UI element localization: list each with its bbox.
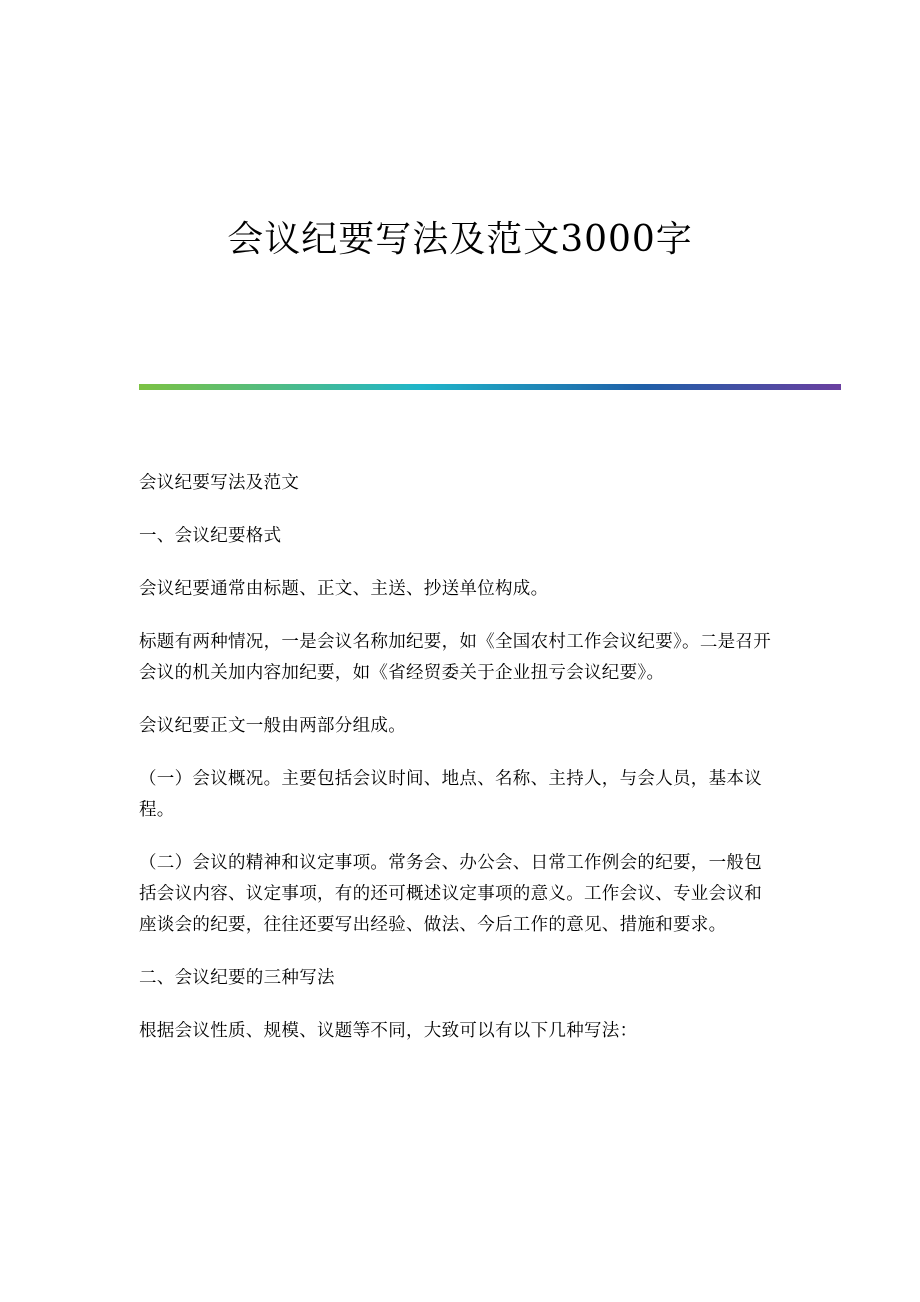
paragraph-title-types: 标题有两种情况，一是会议名称加纪要，如《全国农村工作会议纪要》。二是召开会议的机关加内容加纪要，如《省经贸委关于企业扭亏会议纪要》。: [139, 632, 772, 683]
paragraph-body-parts: 会议纪要正文一般由两部分组成。: [139, 716, 406, 736]
paragraph-spirit-items: （二）会议的精神和议定事项。常务会、办公会、日常工作例会的纪要，一般包括会议内容、议定事项，有的还可概述议定事项的意义。工作会议、专业会议和座谈会的纪要，往往还要写出经验、做法、今后工作的意见、措施和要求。: [139, 853, 762, 935]
title-divider: [139, 384, 841, 390]
paragraph-overview: （一）会议概况。主要包括会议时间、地点、名称、主持人，与会人员，基本议程。: [139, 769, 762, 820]
section-heading-three-methods: 二、会议纪要的三种写法: [139, 968, 335, 988]
paragraph-structure: 会议纪要通常由标题、正文、主送、抄送单位构成。: [139, 579, 549, 599]
document-title: 会议纪要写法及范文3000字: [227, 219, 693, 260]
section-heading-format: 一、会议纪要格式: [139, 526, 282, 546]
paragraph-intro-heading: 会议纪要写法及范文: [139, 473, 300, 493]
paragraph-methods-intro: 根据会议性质、规模、议题等不同，大致可以有以下几种写法：: [139, 1021, 638, 1041]
document-body: [139, 468, 779, 1069]
